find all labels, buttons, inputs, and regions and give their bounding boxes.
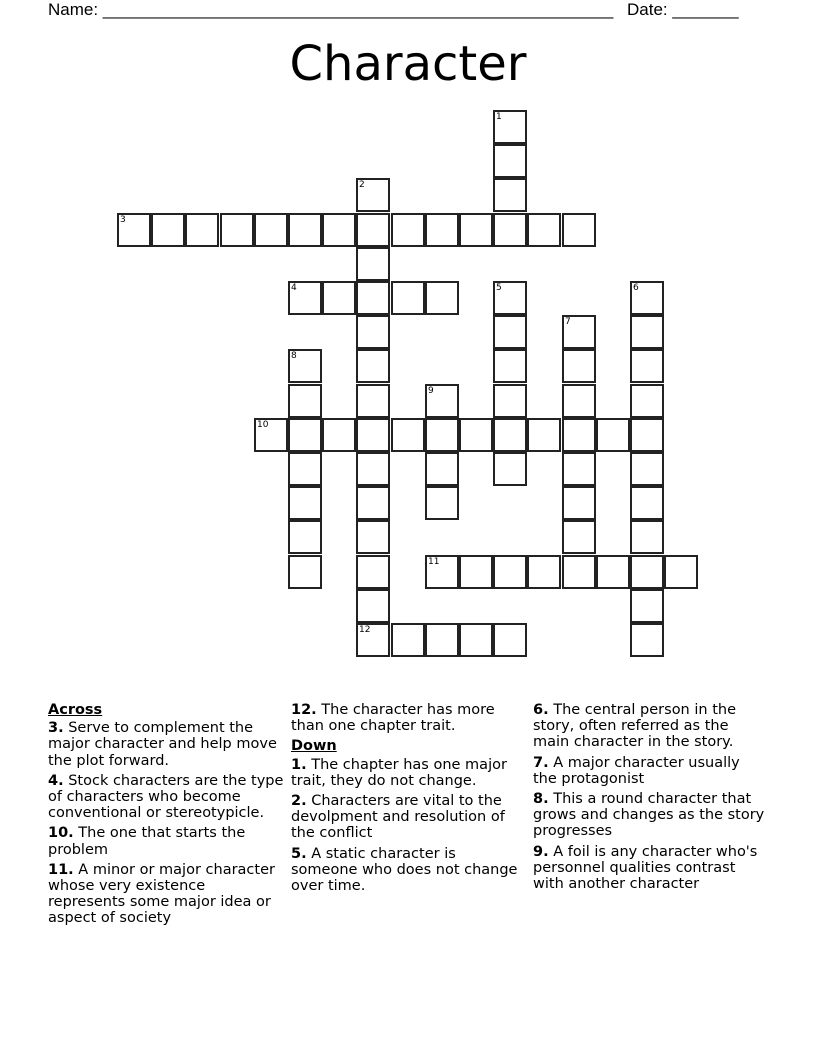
crossword-cell[interactable]: [288, 349, 322, 383]
down-clue: [291, 793, 525, 842]
clue-num: 7.: [533, 754, 549, 771]
clue-num: 12.: [291, 702, 317, 718]
crossword-cell[interactable]: [425, 555, 459, 589]
crossword-cell[interactable]: [630, 452, 664, 486]
crossword-cell[interactable]: [630, 486, 664, 520]
crossword-cell[interactable]: [527, 418, 561, 452]
clue-text: Stock characters are the type of characters who become conventional or stereotypicle.: [48, 772, 284, 822]
clues-column-3: [533, 702, 765, 896]
clue-number: 5: [496, 283, 502, 293]
crossword-cell[interactable]: [356, 349, 390, 383]
crossword-cell[interactable]: [630, 315, 664, 349]
crossword-cell[interactable]: [562, 486, 596, 520]
across-clue: [48, 825, 284, 857]
clue-num: 4.: [48, 772, 64, 789]
crossword-cell[interactable]: [356, 418, 390, 452]
clue-text: The central person in the story, often referred as the main character in the story.: [533, 702, 736, 751]
clue-number: 4: [291, 283, 297, 293]
crossword-cell[interactable]: [356, 178, 390, 212]
crossword-cell[interactable]: [391, 281, 425, 315]
crossword-cell[interactable]: [630, 623, 664, 657]
crossword-cell[interactable]: [356, 315, 390, 349]
down-clue: [291, 757, 525, 789]
crossword-cell[interactable]: [356, 520, 390, 554]
clue-number: 12: [359, 625, 371, 635]
down-clue: [533, 791, 765, 840]
crossword-cell[interactable]: [493, 418, 527, 452]
clue-num: 2.: [291, 793, 307, 810]
crossword-cell[interactable]: [356, 589, 390, 623]
across-clue: [291, 702, 525, 734]
crossword-cell[interactable]: [459, 555, 493, 589]
clue-num: 6.: [533, 702, 549, 718]
crossword-cell[interactable]: [493, 144, 527, 178]
crossword-cell[interactable]: [288, 418, 322, 452]
date-label: Date:: [627, 0, 673, 19]
crossword-cell[interactable]: [356, 555, 390, 589]
crossword-cell[interactable]: [254, 418, 288, 452]
crossword-cell[interactable]: [562, 213, 596, 247]
clue-number: 2: [359, 180, 365, 190]
clue-number: 3: [120, 215, 126, 225]
crossword-cell[interactable]: [493, 281, 527, 315]
crossword-cell[interactable]: [596, 418, 630, 452]
crossword-cell[interactable]: [288, 520, 322, 554]
crossword-cell[interactable]: [425, 213, 459, 247]
crossword-cell[interactable]: [117, 213, 151, 247]
crossword-cell[interactable]: [562, 418, 596, 452]
crossword-cell[interactable]: [562, 315, 596, 349]
crossword-cell[interactable]: [356, 486, 390, 520]
crossword-cell[interactable]: [356, 384, 390, 418]
clue-text: A minor or major character whose very existence represents some major idea or aspect of society: [48, 861, 275, 927]
down-heading: Down: [291, 738, 337, 755]
clue-text: Serve to complement the major character and help move the plot forward.: [48, 720, 277, 769]
clue-number: 1: [496, 112, 502, 122]
clue-number: 9: [428, 386, 434, 396]
crossword-cell[interactable]: [288, 281, 322, 315]
clue-number: 10: [257, 420, 269, 430]
crossword-cell[interactable]: [493, 384, 527, 418]
across-heading: Across: [48, 702, 103, 718]
across-clue: [48, 862, 284, 927]
crossword-cell[interactable]: [322, 281, 356, 315]
crossword-cell[interactable]: [562, 555, 596, 589]
crossword-cell[interactable]: [562, 520, 596, 554]
name-label: Name:: [48, 0, 103, 19]
clue-num: 5.: [291, 845, 307, 862]
clue-number: 7: [565, 317, 571, 327]
crossword-cell[interactable]: [493, 315, 527, 349]
crossword-cell[interactable]: [151, 213, 185, 247]
crossword-cell[interactable]: [356, 247, 390, 281]
crossword-cell[interactable]: [288, 213, 322, 247]
crossword-cell[interactable]: [630, 520, 664, 554]
clue-text: The character has more than one chapter trait.: [291, 702, 495, 735]
crossword-cell[interactable]: [459, 623, 493, 657]
crossword-cell[interactable]: [493, 213, 527, 247]
crossword-cell[interactable]: [562, 452, 596, 486]
across-clue: [48, 773, 284, 822]
crossword-cell[interactable]: [493, 623, 527, 657]
down-clue: [533, 844, 765, 893]
crossword-cell[interactable]: [425, 384, 459, 418]
clue-num: 11.: [48, 861, 74, 878]
crossword-cell[interactable]: [288, 452, 322, 486]
crossword-cell[interactable]: [527, 213, 561, 247]
clue-num: 9.: [533, 843, 549, 860]
across-clue: [48, 720, 284, 769]
crossword-cell[interactable]: [630, 589, 664, 623]
clues-column-1: [48, 702, 284, 931]
clue-num: 10.: [48, 825, 74, 842]
crossword-cell[interactable]: [322, 418, 356, 452]
crossword-cell[interactable]: [493, 452, 527, 486]
clue-num: 8.: [533, 791, 549, 808]
crossword-cell[interactable]: [459, 418, 493, 452]
crossword-cell[interactable]: [356, 213, 390, 247]
crossword-cell[interactable]: [391, 623, 425, 657]
crossword-cell[interactable]: [493, 555, 527, 589]
crossword-cell[interactable]: [288, 555, 322, 589]
crossword-cell[interactable]: [527, 555, 561, 589]
crossword-cell[interactable]: [185, 213, 219, 247]
crossword-cell[interactable]: [391, 213, 425, 247]
page-title: Character: [289, 36, 527, 92]
clue-text: The one that starts the problem: [48, 825, 246, 858]
crossword-cell[interactable]: [254, 213, 288, 247]
crossword-cell[interactable]: [459, 213, 493, 247]
crossword-cell[interactable]: [220, 213, 254, 247]
crossword-cell[interactable]: [391, 418, 425, 452]
crossword-cell[interactable]: [356, 623, 390, 657]
clue-num: 3.: [48, 720, 64, 737]
crossword-cell[interactable]: [322, 213, 356, 247]
clue-text: This a round character that grows and changes as the story progresses: [533, 791, 765, 840]
crossword-cell[interactable]: [562, 384, 596, 418]
clue-text: The chapter has one major trait, they do not change.: [291, 756, 507, 789]
name-line[interactable]: ______________________________________________________: [102, 0, 614, 19]
crossword-cell[interactable]: [288, 384, 322, 418]
crossword-cell[interactable]: [664, 555, 698, 589]
crossword-cell[interactable]: [425, 623, 459, 657]
crossword-cell[interactable]: [356, 281, 390, 315]
clue-text: A foil is any character who's personnel qualities contrast with another character: [533, 843, 758, 893]
down-clue: [533, 755, 765, 787]
crossword-cell[interactable]: [288, 486, 322, 520]
crossword-cell[interactable]: [425, 418, 459, 452]
clue-number: 11: [428, 557, 440, 567]
crossword-cell[interactable]: [425, 452, 459, 486]
crossword-cell[interactable]: [630, 418, 664, 452]
crossword-cell[interactable]: [630, 384, 664, 418]
down-clue: [291, 846, 525, 895]
crossword-cell[interactable]: [596, 555, 630, 589]
crossword-cell[interactable]: [630, 349, 664, 383]
crossword-cell[interactable]: [562, 349, 596, 383]
crossword-cell[interactable]: [425, 486, 459, 520]
crossword-cell[interactable]: [493, 349, 527, 383]
crossword-cell[interactable]: [356, 452, 390, 486]
clue-text: A major character usually the protagonist: [533, 754, 740, 787]
clue-text: Characters are vital to the devolpment and resolution of the conflict: [291, 793, 505, 842]
clue-text: A static character is someone who does not change over time.: [291, 845, 518, 895]
crossword-cell[interactable]: [493, 110, 527, 144]
crossword-cell[interactable]: [493, 178, 527, 212]
clue-num: 1.: [291, 756, 307, 773]
clue-number: 8: [291, 351, 297, 361]
crossword-cell[interactable]: [630, 555, 664, 589]
crossword-cell[interactable]: [630, 281, 664, 315]
clues-column-2: [291, 702, 525, 898]
clue-number: 6: [633, 283, 639, 293]
crossword-cell[interactable]: [425, 281, 459, 315]
date-line[interactable]: _______: [672, 0, 739, 19]
down-clue: [533, 702, 765, 751]
